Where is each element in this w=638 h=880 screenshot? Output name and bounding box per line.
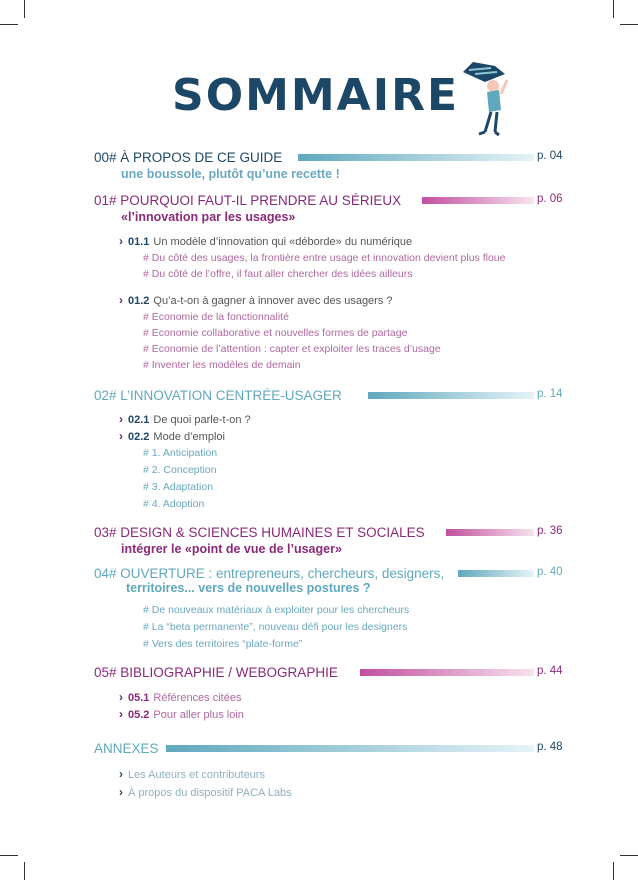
sub-item: # Vers des territoires “plate-forme”	[143, 638, 303, 650]
section-01-bar	[422, 197, 534, 204]
item-label: De quoi parle-t-on ?	[153, 414, 251, 426]
sub-item: # Inventer les modèles de demain	[143, 359, 301, 371]
section-04-page: p. 40	[537, 566, 563, 578]
item-code: 01.2	[128, 295, 150, 307]
crop-mark	[24, 0, 25, 18]
section-04-bar	[458, 570, 534, 577]
item-label: Mode d’emploi	[153, 431, 225, 443]
crop-mark	[613, 0, 614, 18]
chevron-right-icon: ›	[119, 293, 123, 307]
crop-mark	[620, 855, 638, 856]
chevron-right-icon: ›	[119, 429, 123, 443]
chevron-right-icon: ›	[119, 690, 123, 704]
chevron-right-icon: ›	[119, 234, 123, 248]
section-02-heading[interactable]: 02# L’INNOVATION CENTRÉE-USAGER	[94, 388, 342, 403]
sub-item: # 1. Anticipation	[143, 447, 218, 459]
item-code: 02.1	[128, 414, 150, 426]
crop-mark	[620, 24, 638, 25]
item-label: Pour aller plus loin	[153, 709, 244, 721]
section-01-heading[interactable]: 01# POURQUOI FAUT-IL PRENDRE AU SÉRIEUX	[94, 193, 402, 208]
section-04-heading[interactable]: 04# OUVERTURE : entrepreneurs, chercheurs, designers,	[94, 566, 445, 581]
annexes-page: p. 48	[537, 741, 563, 753]
item-label: Un modèle d’innovation qui «déborde» du numérique	[153, 236, 413, 248]
section-03-heading[interactable]: 03# DESIGN & SCIENCES HUMAINES ET SOCIALES	[94, 525, 425, 540]
section-02-bar	[368, 392, 534, 399]
item-label: Références citées	[153, 692, 242, 704]
item-05-1[interactable]	[119, 690, 241, 704]
crop-mark	[0, 24, 18, 25]
sub-item: # La “beta permanente”, nouveau défi pour les designers	[143, 621, 408, 633]
section-05-page: p. 44	[537, 665, 563, 677]
section-04-heading-line2: territoires... vers de nouvelles postures ?	[126, 581, 371, 595]
item-label: À propos du dispositif PACA Labs	[128, 787, 292, 799]
item-02-1[interactable]	[119, 412, 251, 426]
chevron-right-icon: ›	[119, 785, 123, 799]
crop-mark	[0, 855, 18, 856]
item-label: Qu’a-t-on à gagner à innover avec des usagers ?	[153, 295, 393, 307]
section-03-page: p. 36	[537, 525, 563, 537]
item-code: 01.1	[128, 236, 150, 248]
item-05-2[interactable]	[119, 707, 244, 721]
section-05-bar	[360, 669, 534, 676]
chevron-right-icon: ›	[119, 707, 123, 721]
item-01-1[interactable]	[119, 234, 412, 248]
sub-item: # Economie de l’attention : capter et exploiter les traces d’usage	[143, 343, 441, 355]
chevron-right-icon: ›	[119, 412, 123, 426]
sub-item: # De nouveaux matériaux à exploiter pour les chercheurs	[143, 604, 410, 616]
section-01-subtitle: «l’innovation par les usages»	[121, 210, 296, 224]
item-02-2[interactable]	[119, 429, 225, 443]
item-code: 02.2	[128, 431, 150, 443]
section-00-page: p. 04	[537, 150, 563, 162]
annexes-item[interactable]	[119, 785, 292, 799]
sub-item: # 2. Conception	[143, 464, 217, 476]
crop-mark	[613, 862, 614, 880]
annexes-item[interactable]	[119, 767, 265, 781]
section-03-subtitle: intégrer le «point de vue de l’usager»	[121, 542, 342, 556]
section-00-heading[interactable]: 00# À PROPOS DE CE GUIDE	[94, 150, 283, 165]
item-01-2[interactable]	[119, 293, 393, 307]
sub-item: # Economie de la fonctionnalité	[143, 311, 289, 323]
page-title: SOMMAIRE	[172, 70, 460, 121]
chevron-right-icon: ›	[119, 767, 123, 781]
sub-item: # 4. Adoption	[143, 498, 205, 510]
item-code: 05.2	[128, 709, 150, 721]
item-code: 05.1	[128, 692, 150, 704]
section-01-page: p. 06	[537, 193, 563, 205]
crop-mark	[24, 862, 25, 880]
sub-item: # Du côté des usages, la frontière entre usage et innovation devient plus floue	[143, 252, 506, 264]
item-label: Les Auteurs et contributeurs	[128, 769, 265, 781]
section-05-heading[interactable]: 05# BIBLIOGRAPHIE / WEBOGRAPHIE	[94, 665, 338, 680]
annexes-heading[interactable]: ANNEXES	[94, 741, 159, 756]
person-holding-stack-illustration	[455, 60, 515, 140]
section-00-subtitle: une boussole, plutôt qu’une recette !	[121, 167, 340, 181]
sub-item: # 3. Adaptation	[143, 481, 214, 493]
section-02-page: p. 14	[537, 388, 563, 400]
section-03-bar	[446, 529, 534, 536]
sub-item: # Economie collaborative et nouvelles formes de partage	[143, 327, 408, 339]
sub-item: # Du côté de l’offre, il faut aller chercher des idées ailleurs	[143, 268, 413, 280]
section-00-bar	[298, 154, 534, 161]
annexes-bar	[166, 745, 534, 752]
